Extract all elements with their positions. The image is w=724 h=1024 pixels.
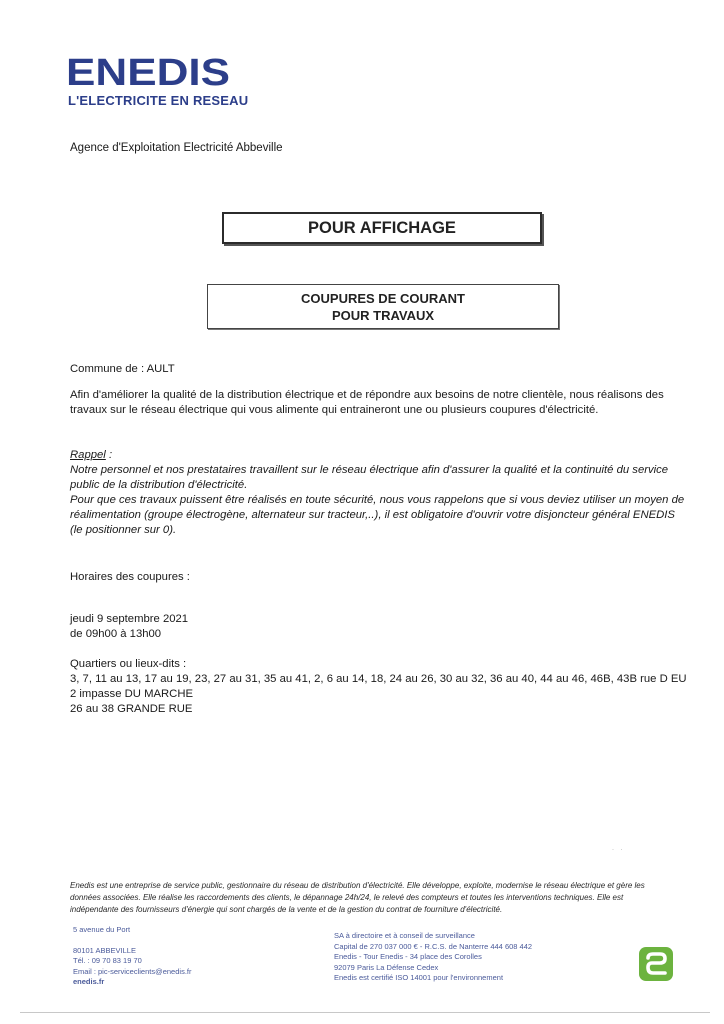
logo-tagline: L'ELECTRICITE EN RESEAU [68, 93, 249, 108]
coupures-title-box [207, 284, 559, 329]
coupures-title-line1: COUPURES DE COURANT [301, 290, 465, 306]
commune-line: Commune de : AULT [70, 363, 175, 375]
footer-address-left [73, 925, 191, 988]
legal-line: Enedis est certifié ISO 14001 pour l'environnement [334, 973, 504, 982]
scan-specks: · · [612, 847, 623, 853]
pour-affichage-label: POUR AFFICHAGE [308, 218, 456, 237]
address-city: 80101 ABBEVILLE [73, 945, 136, 955]
agency-name: Agence d'Exploitation Electricité Abbeville [70, 142, 283, 154]
quartiers-line: 26 au 38 GRANDE RUE [70, 703, 193, 715]
legal-line: SA à directoire et à conseil de surveillance [334, 931, 475, 940]
quartiers-block [70, 657, 690, 717]
rappel-section [70, 448, 685, 538]
quartiers-line: 3, 7, 11 au 13, 17 au 19, 23, 27 au 31, 35 au 41, 2, 6 au 14, 18, 24 au 26, 30 au 32, 36 au 40, 44 au 46, 46B, 43B rue D EU [70, 673, 687, 685]
horaires-label: Horaires des coupures : [70, 571, 190, 583]
address-street: 5 avenue du Port [73, 925, 131, 934]
rappel-heading [70, 448, 685, 463]
address-email[interactable]: Email : pic-serviceclients@enedis.fr [73, 966, 192, 976]
address-website[interactable]: enedis.fr [73, 977, 105, 986]
rappel-title: Rappel [70, 449, 106, 461]
enedis-green-logo-icon [639, 947, 673, 981]
quartiers-label: Quartiers ou lieux-dits : [70, 658, 187, 670]
rappel-paragraph-1: Notre personnel et nos prestataires travaillent sur le réseau électrique afin d'assurer la qualité et la continuité du service public de la distribution d'électricité. [70, 464, 669, 491]
legal-line: Enedis - Tour Enedis - 34 place des Corolles [334, 952, 482, 961]
footer-address-right [334, 931, 532, 984]
footer-company-description: Enedis est une entreprise de service public, gestionnaire du réseau de distribution d'électricité. Elle développe, exploite, modernise le réseau électrique et gère les données associées. Elle réalise les raccordements des clients, le dépannage 24h/24, le relevé des compteurs et toutes les interventions techniques. Elle est indépendante des fournisseurs d'énergie qui sont chargés de la vente et de la gestion du contrat de fourniture d'électricité. [70, 881, 645, 914]
coupures-title-line2: POUR TRAVAUX [331, 307, 435, 323]
legal-line: Capital de 270 037 000 € - R.C.S. de Nanterre 444 608 442 [334, 941, 533, 951]
quartiers-line: 2 impasse DU MARCHE [70, 688, 194, 700]
rappel-colon: : [105, 449, 113, 461]
rappel-paragraph-2: Pour que ces travaux puissent être réalisés en toute sécurité, nous vous rappelons que si vous deviez utiliser un moyen de réalimentation (groupe électrogène, alternateur sur tracteur,..), il est obligatoire d'ouvrir votre disjoncteur général ENEDIS (le positionner sur 0). [70, 494, 685, 536]
enedis-wordmark-icon [66, 52, 230, 92]
intro-paragraph: Afin d'améliorer la qualité de la distribution électrique et de répondre aux besoins de notre clientèle, nous réalisons des travaux sur le réseau électrique qui vous alimente qui entraineront une ou plusieurs coupures d'électricité. [70, 389, 664, 416]
schedule-date: jeudi 9 septembre 2021 [70, 613, 189, 625]
footer-divider [20, 1012, 710, 1013]
svg-text:ENEDIS: ENEDIS [66, 52, 230, 92]
address-phone: Tél. : 09 70 83 19 70 [73, 956, 142, 965]
legal-line: 92079 Paris La Défense Cedex [334, 962, 439, 972]
schedule-time: de 09h00 à 13h00 [70, 628, 162, 640]
schedule-block [70, 612, 188, 642]
pour-affichage-box [222, 212, 542, 244]
